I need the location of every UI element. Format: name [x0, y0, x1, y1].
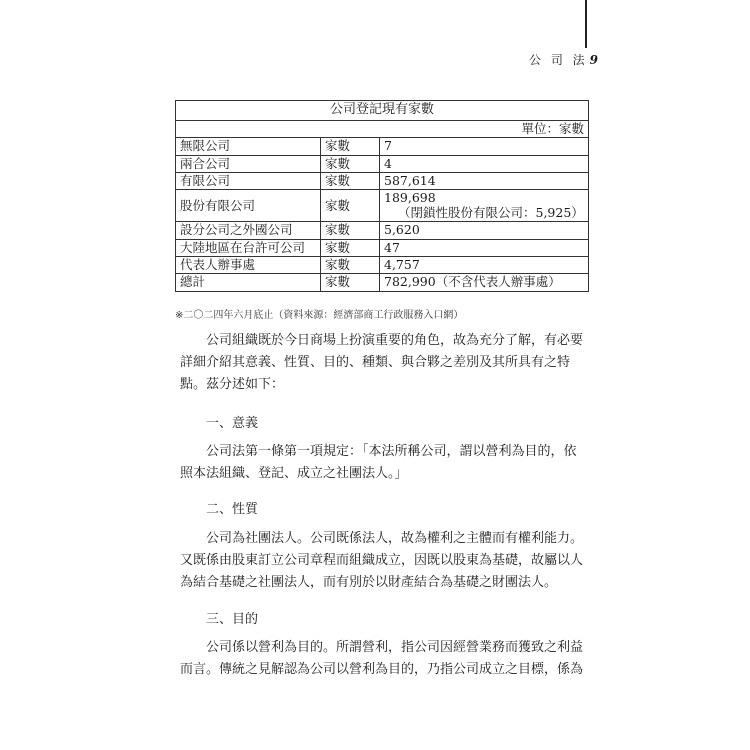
table-row: [176, 138, 589, 155]
table-row: [176, 190, 589, 222]
table-unit-row: [176, 120, 589, 137]
table-row-total: [176, 274, 589, 291]
table-row: [176, 222, 589, 239]
intro-paragraph-cont: [180, 352, 585, 396]
value-cell: 587,614: [380, 173, 589, 190]
text-line: 為結合基礎之社團法人，而有別於以財產結合為基礎之財團法人。: [180, 575, 558, 590]
measure-cell: 家數: [321, 256, 380, 273]
text-line: 而言。傳統之見解認為公司以營利為目的，乃指公司成立之目標，係為: [180, 662, 584, 677]
company-type-cell: 有限公司: [176, 173, 321, 190]
value-cell: 47: [380, 239, 589, 256]
text-line: 點。茲分述如下：: [180, 377, 285, 392]
measure-cell: 家數: [321, 173, 380, 190]
section-heading-purpose: 三、目的: [206, 612, 259, 627]
value-cell: 4: [380, 155, 589, 172]
text-line: 公司為社團法人。公司既係法人，故為權利之主體而有權利能力。: [206, 531, 584, 546]
text-line: 公司係以營利為目的。所謂營利，指公司因經營業務而獲致之利益: [206, 640, 584, 655]
measure-cell: 家數: [321, 274, 380, 291]
measure-cell: 家數: [321, 239, 380, 256]
text-line: 照本法組織、登記、成立之社團法人。」: [180, 466, 408, 481]
section-meaning-paragraph-cont: [180, 463, 585, 485]
company-type-cell: 設分公司之外國公司: [176, 222, 321, 239]
section-nature-paragraph-cont: [180, 550, 585, 594]
margin-rule: [585, 0, 587, 48]
company-count-table: [175, 100, 589, 292]
measure-cell: 家數: [321, 155, 380, 172]
value-cell: 7: [380, 138, 589, 155]
value-main: 189,698: [384, 190, 436, 206]
page-number: 9: [589, 53, 598, 67]
table-row: [176, 173, 589, 190]
company-type-cell: 大陸地區在台許可公司: [176, 239, 321, 256]
section-nature-paragraph: [180, 528, 585, 550]
text-line: 公司組織既於今日商場上扮演重要的角色，故為充分了解，有必要: [206, 333, 584, 348]
intro-paragraph: [180, 330, 585, 352]
measure-cell: 家數: [321, 138, 380, 155]
running-header-title: 公 司 法: [529, 53, 588, 67]
table-unit: 單位：家數: [176, 120, 589, 137]
text-line: 公司法第一條第一項規定：「本法所稱公司，謂以營利為目的，依: [206, 444, 577, 459]
company-type-cell: 代表人辦事處: [176, 256, 321, 273]
company-type-cell: 股份有限公司: [176, 190, 321, 222]
table-row: [176, 155, 589, 172]
company-type-cell: 兩合公司: [176, 155, 321, 172]
section-heading-nature: 二、性質: [206, 502, 259, 517]
table-source-note: ※二〇二四年六月底止（資料來源：經濟部商工行政服務入口網）: [175, 310, 464, 321]
section-purpose-paragraph-cont: [180, 659, 585, 681]
company-type-cell: 無限公司: [176, 138, 321, 155]
company-type-cell: 總計: [176, 274, 321, 291]
value-note: （閉鎖性股份有限公司：5,925）: [398, 204, 584, 220]
section-purpose-paragraph: [180, 637, 585, 659]
value-cell: [380, 190, 589, 222]
running-header: [0, 51, 598, 68]
value-cell: 782,990（不含代表人辦事處）: [380, 274, 589, 291]
value-cell: 5,620: [380, 222, 589, 239]
text-line: 又既係由股東訂立公司章程而組織成立，因既以股東為基礎，故屬以人: [180, 553, 584, 568]
table-title: 公司登記現有家數: [176, 101, 589, 121]
measure-cell: 家數: [321, 190, 380, 222]
section-meaning-paragraph: [180, 441, 585, 463]
value-cell: 4,757: [380, 256, 589, 273]
measure-cell: 家數: [321, 222, 380, 239]
table-row: [176, 256, 589, 273]
table-row: [176, 239, 589, 256]
section-heading-meaning: 一、意義: [206, 416, 259, 431]
text-line: 詳細介紹其意義、性質、目的、種類、與合夥之差別及其所具有之特: [180, 355, 571, 370]
table-title-row: [176, 101, 589, 121]
